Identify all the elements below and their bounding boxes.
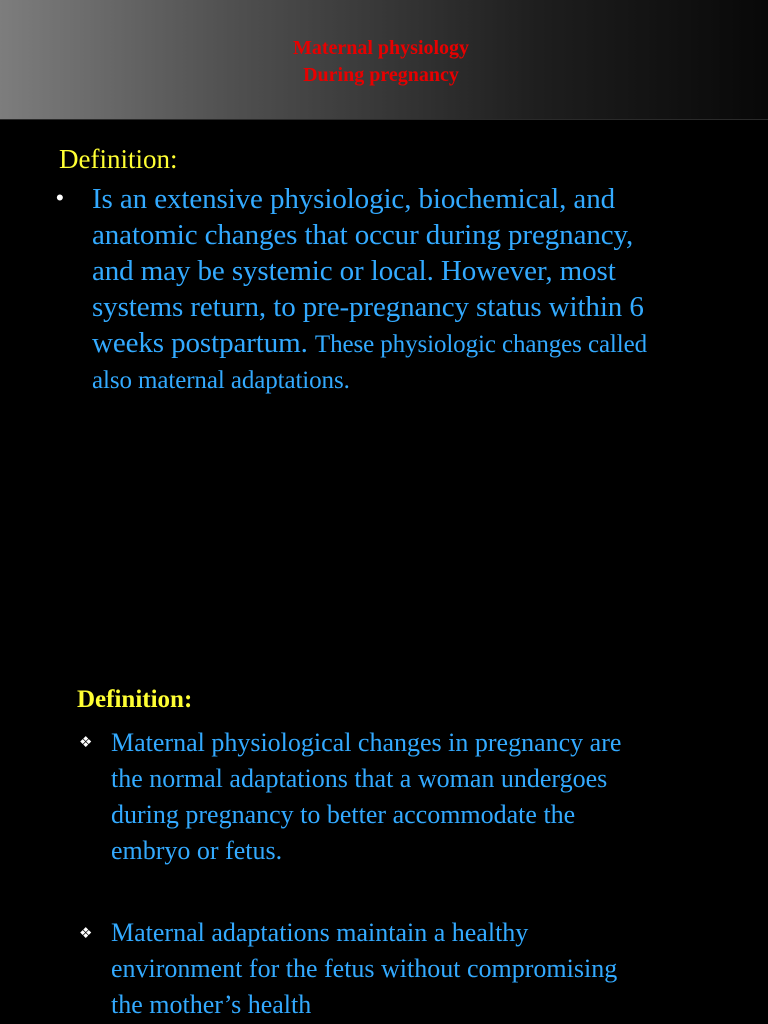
slide-title bbox=[0, 35, 762, 89]
definition-paragraph-1 bbox=[92, 181, 768, 399]
paragraph-line: also maternal adaptations. bbox=[92, 367, 350, 394]
paragraph-line: the mother’s health bbox=[111, 990, 312, 1019]
paragraph-line bbox=[92, 325, 768, 363]
paragraph-line: and may be systemic or local. However, most bbox=[92, 255, 616, 287]
slide-header-bar bbox=[0, 0, 768, 120]
diamond-bullet-icon: ❖ bbox=[79, 924, 93, 942]
paragraph-line: embryo or fetus. bbox=[111, 836, 283, 865]
paragraph-line: environment for the fetus without compromising bbox=[111, 954, 618, 983]
paragraph-line: anatomic changes that occur during pregnancy, bbox=[92, 219, 634, 251]
paragraph-line: during pregnancy to better accommodate the bbox=[111, 800, 576, 829]
paragraph-line: systems return, to pre-pregnancy status within 6 bbox=[92, 291, 644, 323]
diamond-bullet-icon: ❖ bbox=[79, 733, 93, 751]
title-line-1: Maternal physiology bbox=[292, 37, 470, 59]
definition-heading-2: Definition: bbox=[77, 686, 193, 713]
paragraph-line: Is an extensive physiologic, biochemical, and bbox=[92, 183, 615, 215]
definition-paragraph-2 bbox=[111, 725, 761, 869]
paragraph-segment: weeks postpartum. bbox=[92, 327, 315, 359]
definition-paragraph-3 bbox=[111, 915, 761, 1023]
paragraph-line: Maternal physiological changes in pregnancy are bbox=[111, 728, 622, 757]
paragraph-line: the normal adaptations that a woman undergoes bbox=[111, 764, 608, 793]
definition-heading-1: Definition: bbox=[59, 144, 178, 174]
paragraph-line: Maternal adaptations maintain a healthy bbox=[111, 918, 529, 947]
bullet-dot-icon: • bbox=[56, 185, 64, 210]
paragraph-segment-small: These physiologic changes called bbox=[314, 331, 648, 358]
title-line-2: During pregnancy bbox=[303, 64, 459, 86]
